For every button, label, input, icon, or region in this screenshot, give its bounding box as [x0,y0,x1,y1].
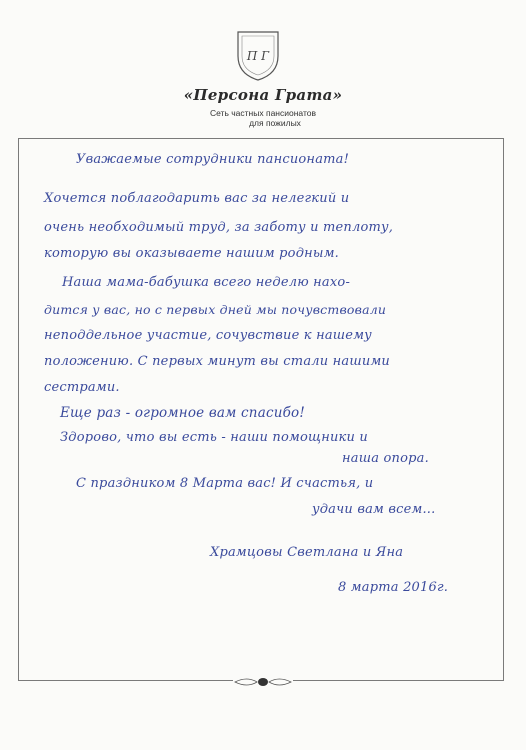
letter-line: Хочется поблагодарить вас за нелегкий и [44,191,350,206]
crest-letters: П Г [246,49,270,63]
letter-line: Еще раз - огромное вам спасибо! [60,405,306,421]
letter-line: Здорово, что вы есть - наши помощники и [60,430,368,445]
letter-date: 8 марта 2016г. [338,580,449,595]
crest-logo [234,28,282,82]
greeting-line: Уважаемые сотрудники пансионата! [76,152,350,167]
letter-line: наша опора. [342,451,429,466]
letter-line: положению. С первых минут вы стали нашими [44,354,390,369]
letter-line: дится у вас, но с первых дней мы почувствовали [44,302,387,317]
brand-tagline [0,108,526,128]
signature-names: Храмцовы Светлана и Яна [210,545,404,560]
letter-line: очень необходимый труд, за заботу и теплоту, [44,220,394,235]
tagline-line1: Сеть частных пансионатов [209,108,316,118]
ornament-divider [233,675,293,689]
letter-line: сестрами. [44,380,120,395]
letter-line: Наша мама-бабушка всего неделю нахо- [62,275,351,290]
letter-line: которую вы оказываете нашим родным. [44,246,340,261]
letter-line: удачи вам всем... [312,502,436,517]
tagline-line2: для пожилых [249,118,301,128]
letter-line: С праздником 8 Марта вас! И счастья, и [76,476,374,491]
letter-line: неподдельное участие, сочувствие к нашему [44,328,372,343]
brand-name: «Персона Грата» [183,86,343,104]
